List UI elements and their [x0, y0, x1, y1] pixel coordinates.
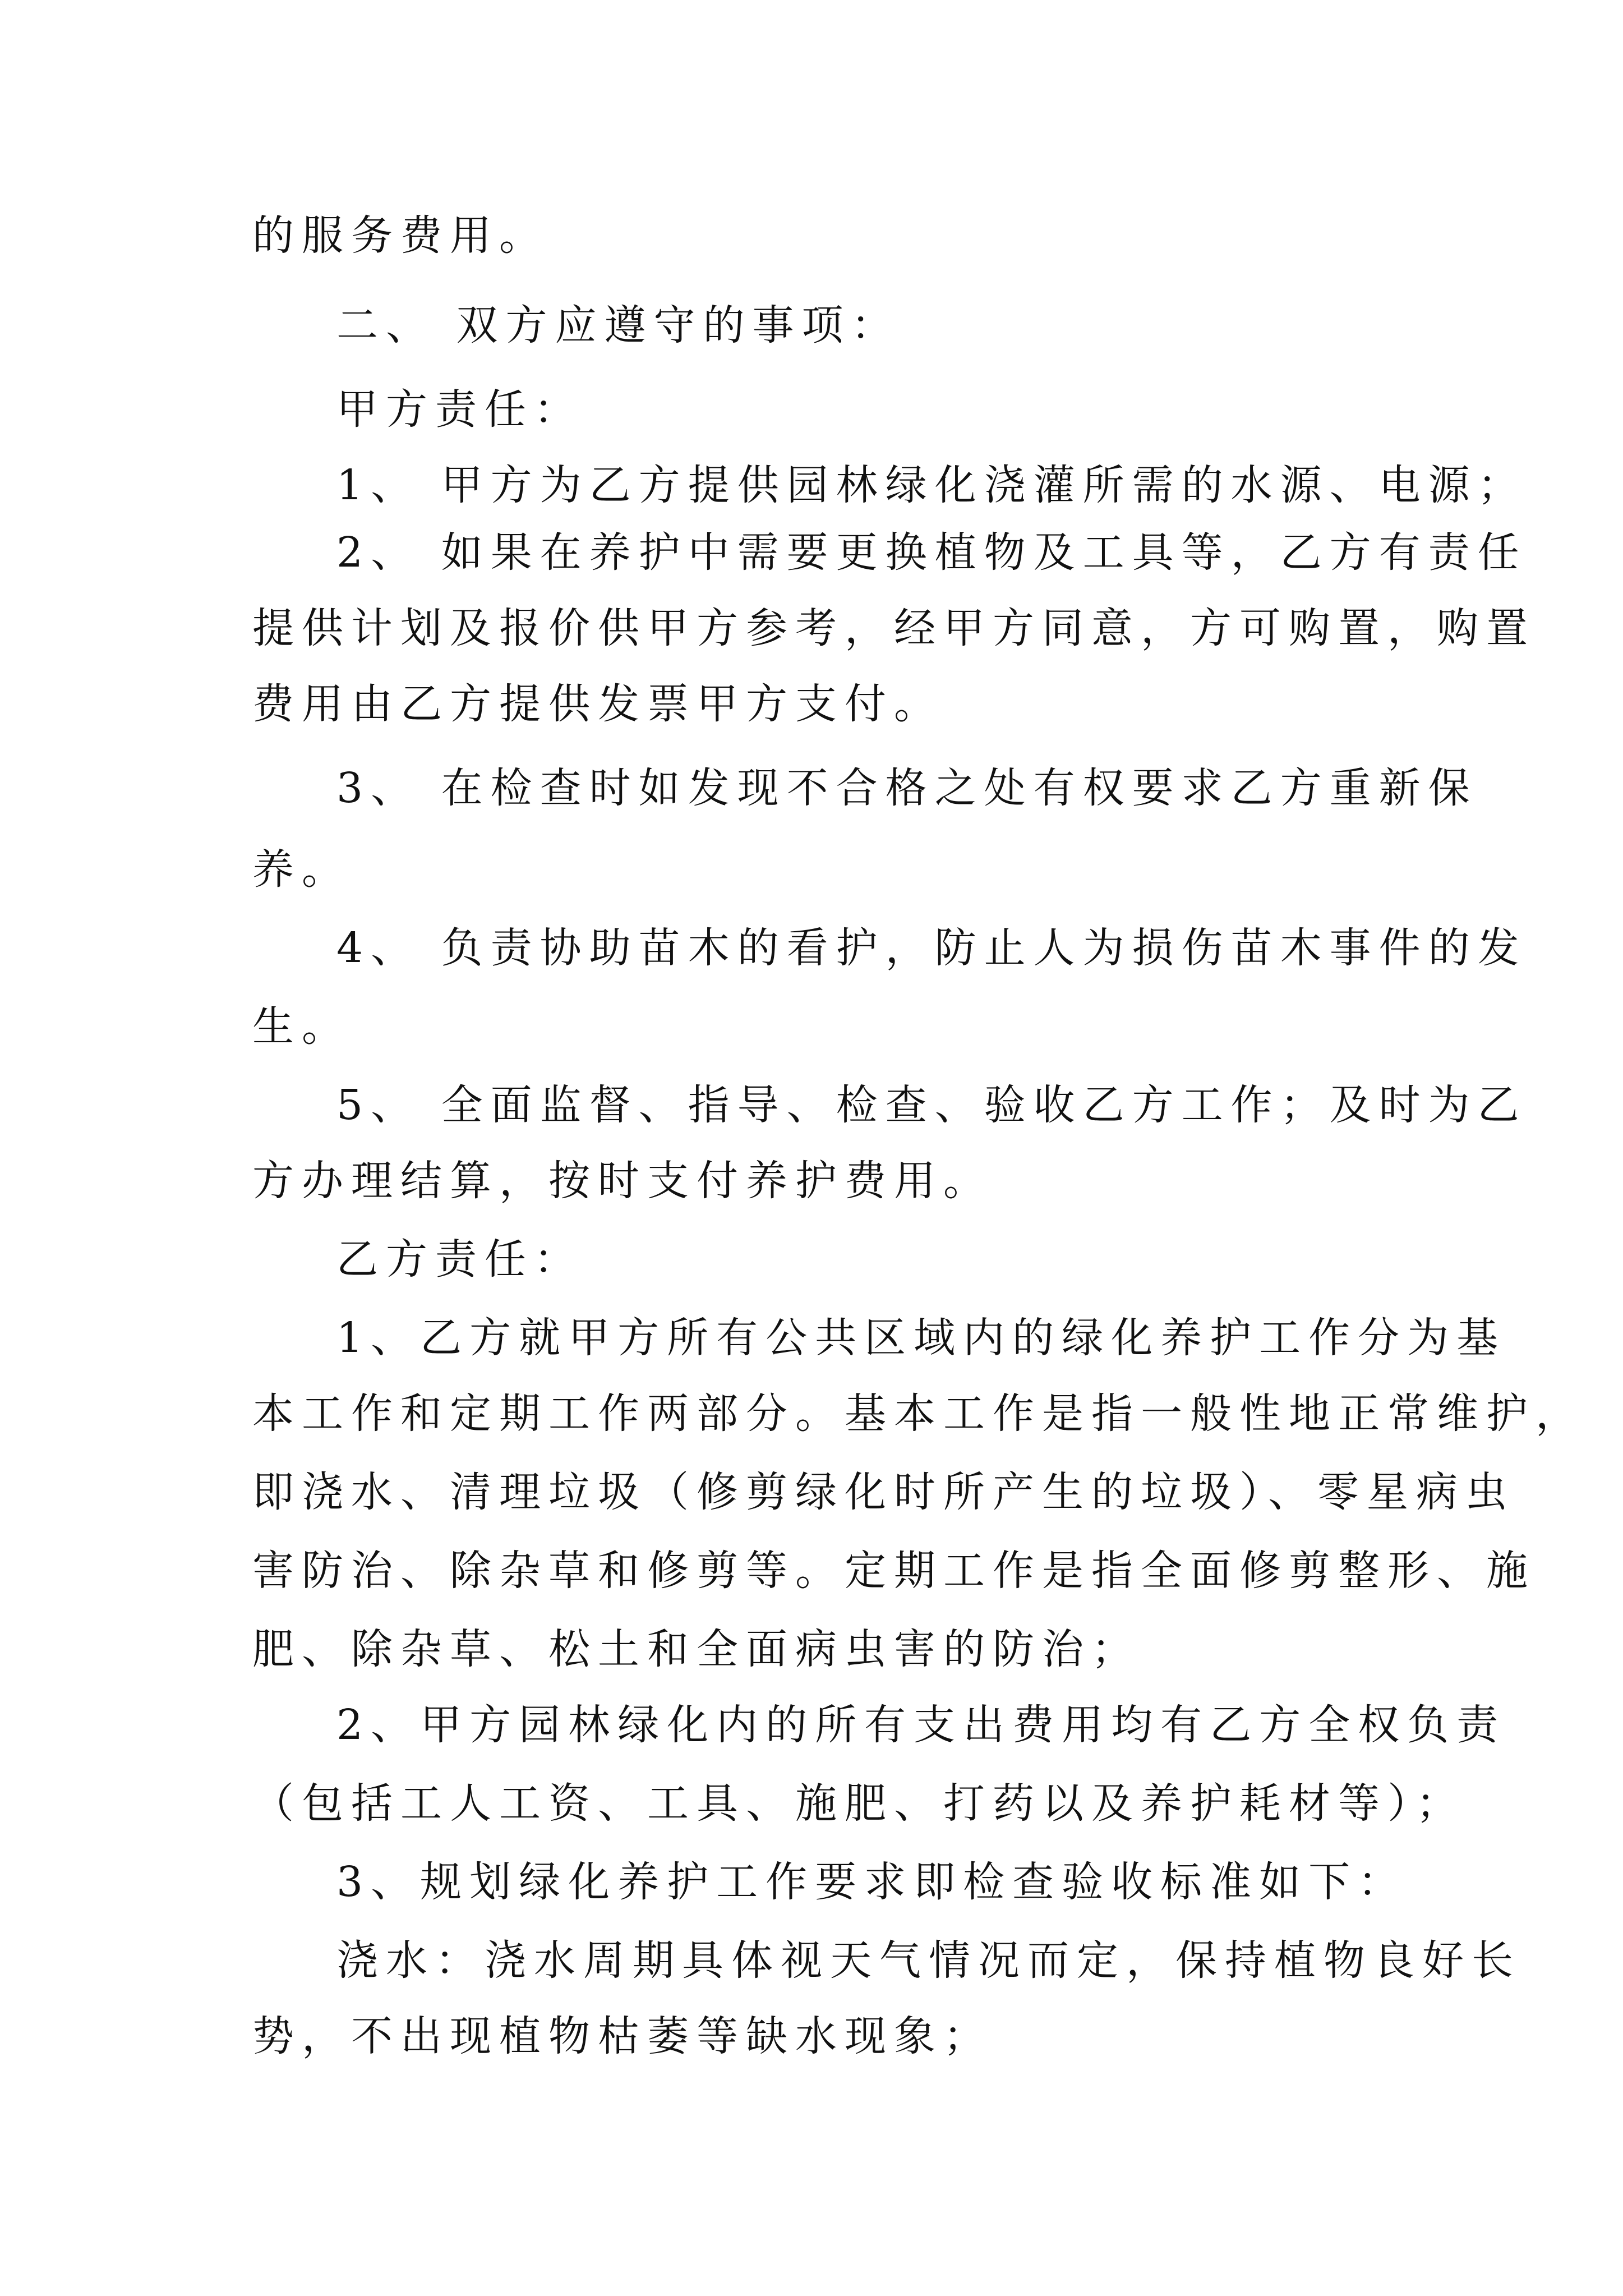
text-line: 3、规划绿化养护工作要求即检查验收标准如下： [336, 1858, 1408, 1906]
text-line: 肥、除杂草、松土和全面病虫害的防治； [252, 1625, 1141, 1673]
text-line: 本工作和定期工作两部分。基本工作是指一般性地正常维护， [252, 1389, 1585, 1438]
text-line: 提供计划及报价供甲方参考，经甲方同意，方可购置，购置 [252, 604, 1536, 652]
subsection-heading: 乙方责任： [336, 1235, 583, 1283]
text-line: 2、甲方园林绿化内的所有支出费用均有乙方全权负责 [336, 1701, 1506, 1749]
text-line: 1、乙方就甲方所有公共区域内的绿化养护工作分为基 [336, 1314, 1506, 1362]
text-line: 5、 全面监督、指导、检查、验收乙方工作；及时为乙 [336, 1081, 1527, 1129]
text-line: 费用由乙方提供发票甲方支付。 [252, 680, 943, 728]
text-line: 3、 在检查时如发现不合格之处有权要求乙方重新保 [336, 764, 1478, 812]
text-line: 方办理结算，按时支付养护费用。 [252, 1157, 993, 1205]
text-line: 害防治、除杂草和修剪等。定期工作是指全面修剪整形、施 [252, 1547, 1536, 1595]
text-line: 浇水：浇水周期具体视天气情况而定，保持植物良好长 [336, 1936, 1521, 1985]
text-line: 的服务费用。 [252, 211, 548, 260]
text-line: 1、 甲方为乙方提供园林绿化浇灌所需的水源、电源； [336, 461, 1527, 509]
text-line: 4、 负责协助苗木的看护，防止人为损伤苗木事件的发 [336, 924, 1527, 972]
text-line: 2、 如果在养护中需要更换植物及工具等，乙方有责任 [336, 528, 1527, 577]
subsection-heading: 甲方责任： [336, 385, 583, 434]
text-line: （包括工人工资、工具、施肥、打药以及养护耗材等）； [252, 1779, 1465, 1828]
text-line: 势，不出现植物枯萎等缺水现象； [252, 2012, 993, 2060]
text-line: 生。 [252, 1002, 351, 1051]
text-line: 养。 [252, 845, 351, 894]
section-heading: 二、 双方应遵守的事项： [336, 301, 901, 349]
text-line: 即浇水、清理垃圾（修剪绿化时所产生的垃圾）、零星病虫 [252, 1468, 1515, 1516]
